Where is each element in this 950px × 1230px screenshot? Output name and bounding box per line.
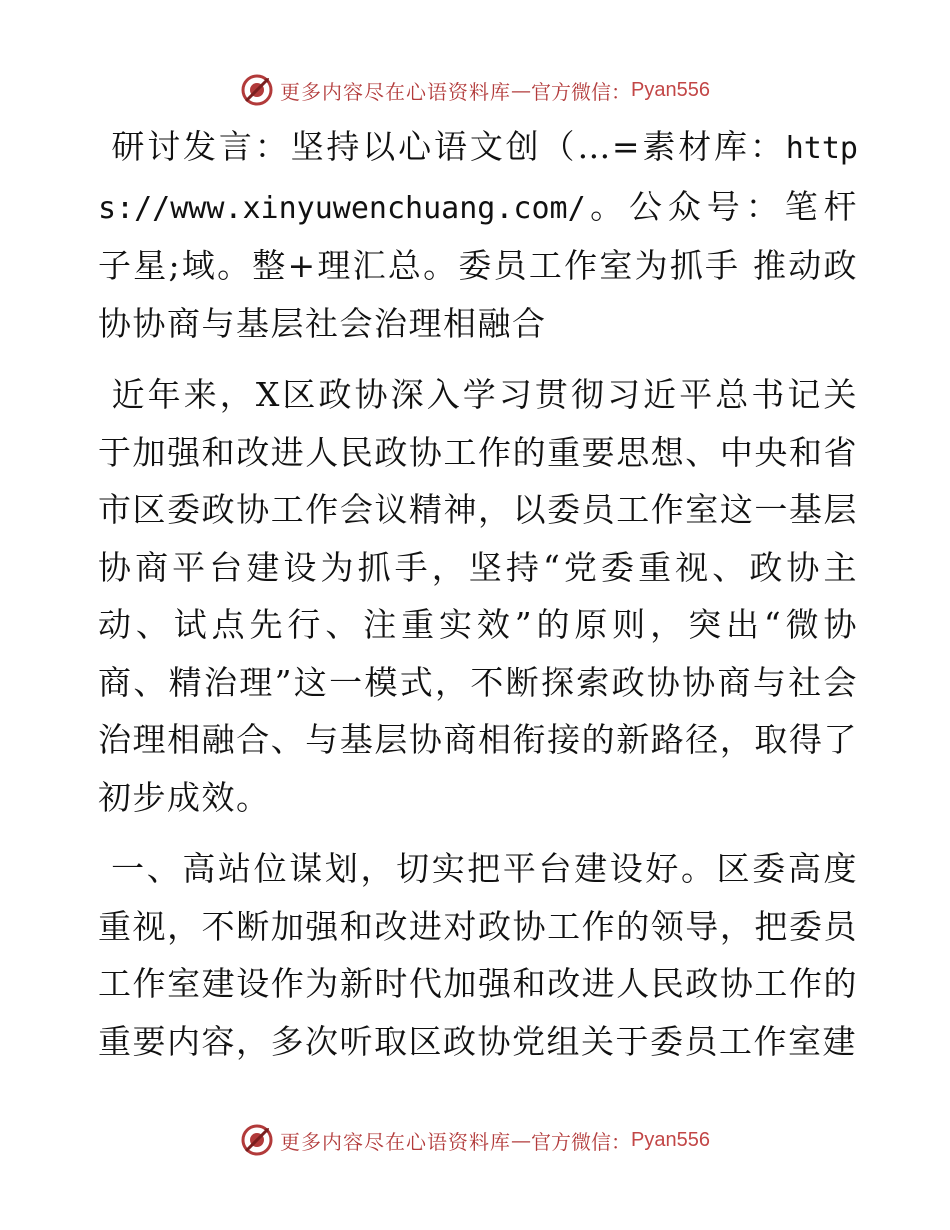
banner-separator: — <box>511 78 532 102</box>
footer-banner <box>0 1120 950 1160</box>
banner-brand-text: 更多内容尽在心语资料库 <box>280 79 512 104</box>
title-part-2: 。公众号：笔杆子星;域。整+理汇总。委员工作室为抓手 推动政协协商与基层社会治理相融合 <box>98 186 858 343</box>
title-url: https://www.xinyuwenchuang.com/ <box>98 131 858 226</box>
document-title <box>98 118 858 352</box>
banner-wechat-label: 官方微信： <box>531 1129 632 1154</box>
banner-separator: — <box>511 1128 532 1152</box>
banner-brand-text: 更多内容尽在心语资料库 <box>280 1129 512 1154</box>
title-part-1: 研讨发言：坚持以心语文创（…=素材库： <box>110 127 786 166</box>
brand-logo-icon <box>240 73 274 107</box>
paragraph-section-1 <box>98 840 858 1070</box>
document-body <box>98 118 858 1084</box>
paragraph-section-1-text: 一、高站位谋划，切实把平台建设好。区委高度重视，不断加强和改进对政协工作的领导，把委员工作室建设作为新时代加强和改进人民政协工作的重要内容，多次听取区政协党组关于委员工作室建 <box>98 849 858 1061</box>
banner-wechat-id: Pyan556 <box>631 78 710 101</box>
banner-wechat-label: 官方微信： <box>531 79 632 104</box>
banner-wechat-id: Pyan556 <box>631 1128 710 1151</box>
brand-logo-icon <box>240 1123 274 1157</box>
paragraph-intro-text: 近年来，X区政协深入学习贯彻习近平总书记关于加强和改进人民政协工作的重要思想、中央和省市区委政协工作会议精神，以委员工作室这一基层协商平台建设为抓手，坚持“党委重视、政协主动、试点先行、注重实效”的原则，突出“微协商、精治理”这一模式，不断探索政协协商与社会治理相融合、与基层协商相衔接的新路径，取得了初步成效。 <box>98 375 858 817</box>
paragraph-intro <box>98 366 858 826</box>
header-banner <box>0 70 950 110</box>
